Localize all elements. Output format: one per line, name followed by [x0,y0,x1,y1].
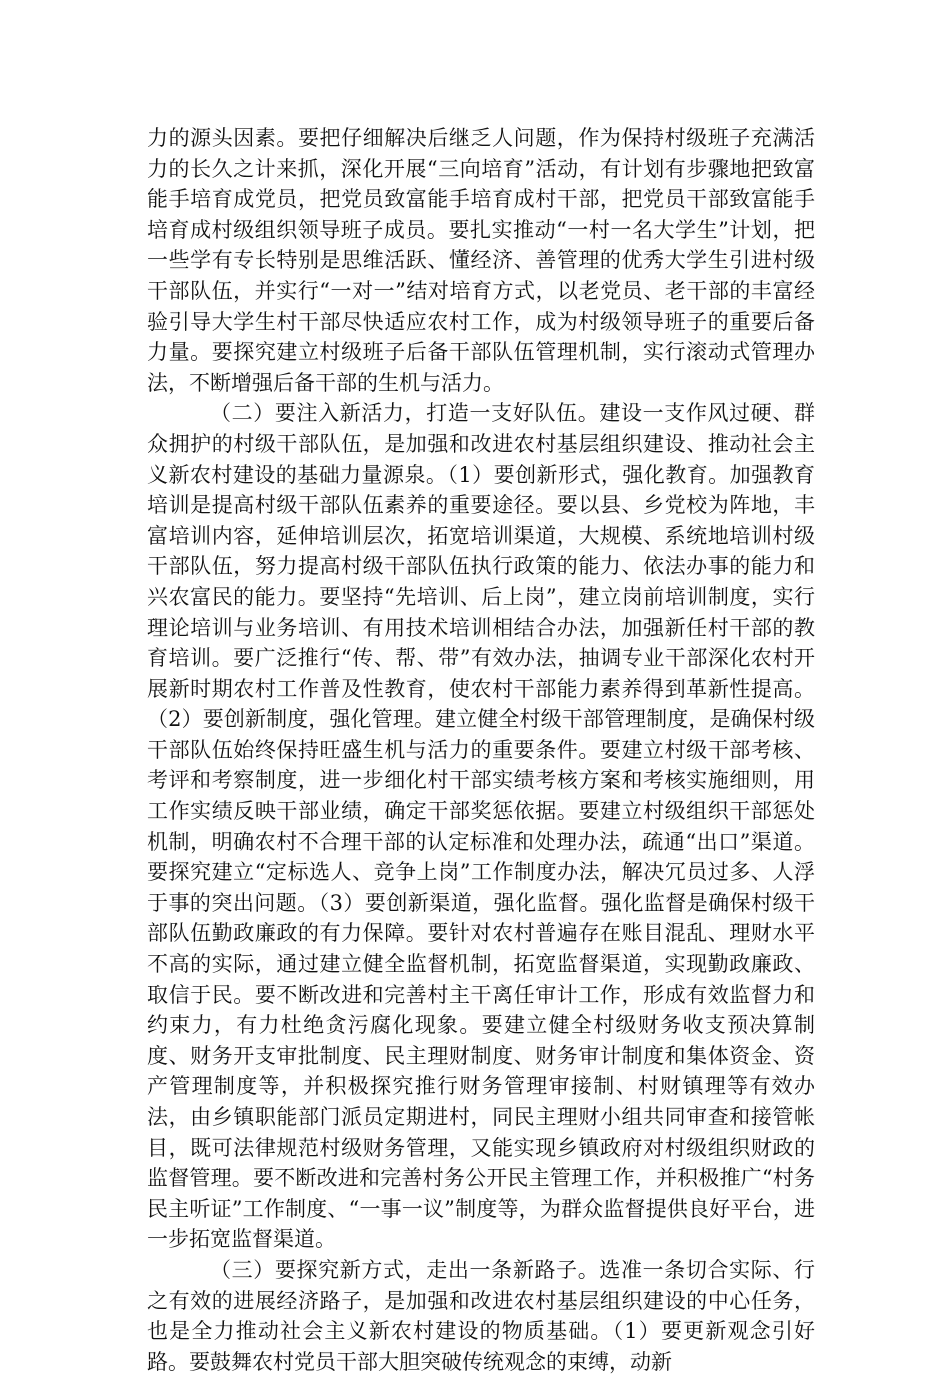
document-body [147,123,815,1377]
paragraph-section-two: （二）要注入新活力，打造一支好队伍。建设一支作风过硬、群众拥护的村级干部队伍，是加强和改进农村基层组织建设、推动社会主义新农村建设的基础力量源泉。（1）要创新形式，强化教育。加强教育培训是提高村级干部队伍素养的重要途径。要以县、乡党校为阵地，丰富培训内容，延伸培训层次，拓宽培训渠道，大规模、系统地培训村级干部队伍，努力提高村级干部队伍执行政策的能力、依法办事的能力和兴农富民的能力。要坚持“先培训、后上岗”，建立岗前培训制度，实行理论培训与业务培训、有用技术培训相结合办法，加强新任村干部的教育培训。要广泛推行“传、帮、带”有效办法，抽调专业干部深化农村开展新时期农村工作普及性教育，使农村干部能力素养得到革新性提高。（2）要创新制度，强化管理。建立健全村级干部管理制度，是确保村级干部队伍始终保持旺盛生机与活力的重要条件。要建立村级干部考核、考评和考察制度，进一步细化村干部实绩考核方案和考核实施细则，用工作实绩反映干部业绩，确定干部奖惩依据。要建立村级组织干部惩处机制，明确农村不合理干部的认定标准和处理办法，疏通“出口”渠道。要探究建立“定标选人、竞争上岗”工作制度办法，解决冗员过多、人浮于事的突出问题。（3）要创新渠道，强化监督。强化监督是确保村级干部队伍勤政廉政的有力保障。要针对农村普遍存在账目混乱、理财水平不高的实际，通过建立健全监督机制，拓宽监督渠道，实现勤政廉政、取信于民。要不断改进和完善村主干离任审计工作，形成有效监督力和约束力，有力杜绝贪污腐化现象。要建立健全村级财务收支预决算制度、财务开支审批制度、民主理财制度、财务审计制度和集体资金、资产管理制度等，并积极探究推行财务管理审接制、村财镇理等有效办法，由乡镇职能部门派员定期进村，同民主理财小组共同审查和接管帐目，既可法律规范村级财务管理，又能实现乡镇政府对村级组织财政的监督管理。要不断改进和完善村务公开民主管理工作，并积极推广“村务民主听证”工作制度、“一事一议”制度等，为群众监督提供良好平台，进一步拓宽监督渠道。 [147,401,815,1252]
paragraph-section-three: （三）要探究新方式，走出一条新路子。选准一条切合实际、行之有效的进展经济路子，是加强和改进农村基层组织建设的中心任务，也是全力推动社会主义新农村建设的物质基础。（1）要更新观念引好路。要鼓舞农村党员干部大胆突破传统观念的束缚，动新 [147,1257,815,1374]
paragraph-continuation: 力的源头因素。要把仔细解决后继乏人问题，作为保持村级班子充满活力的长久之计来抓，深化开展“三向培育”活动，有计划有步骤地把致富能手培育成党员，把党员致富能手培育成村干部，把党员干部致富能手培育成村级组织领导班子成员。要扎实推动“一村一名大学生”计划，把一些学有专长特别是思维活跃、懂经济、善管理的优秀大学生引进村级干部队伍，并实行“一对一”结对培育方式，以老党员、老干部的丰富经验引导大学生村干部尽快适应农村工作，成为村级领导班子的重要后备力量。要探究建立村级班子后备干部队伍管理机制，实行滚动式管理办法，不断增强后备干部的生机与活力。 [147,126,815,395]
